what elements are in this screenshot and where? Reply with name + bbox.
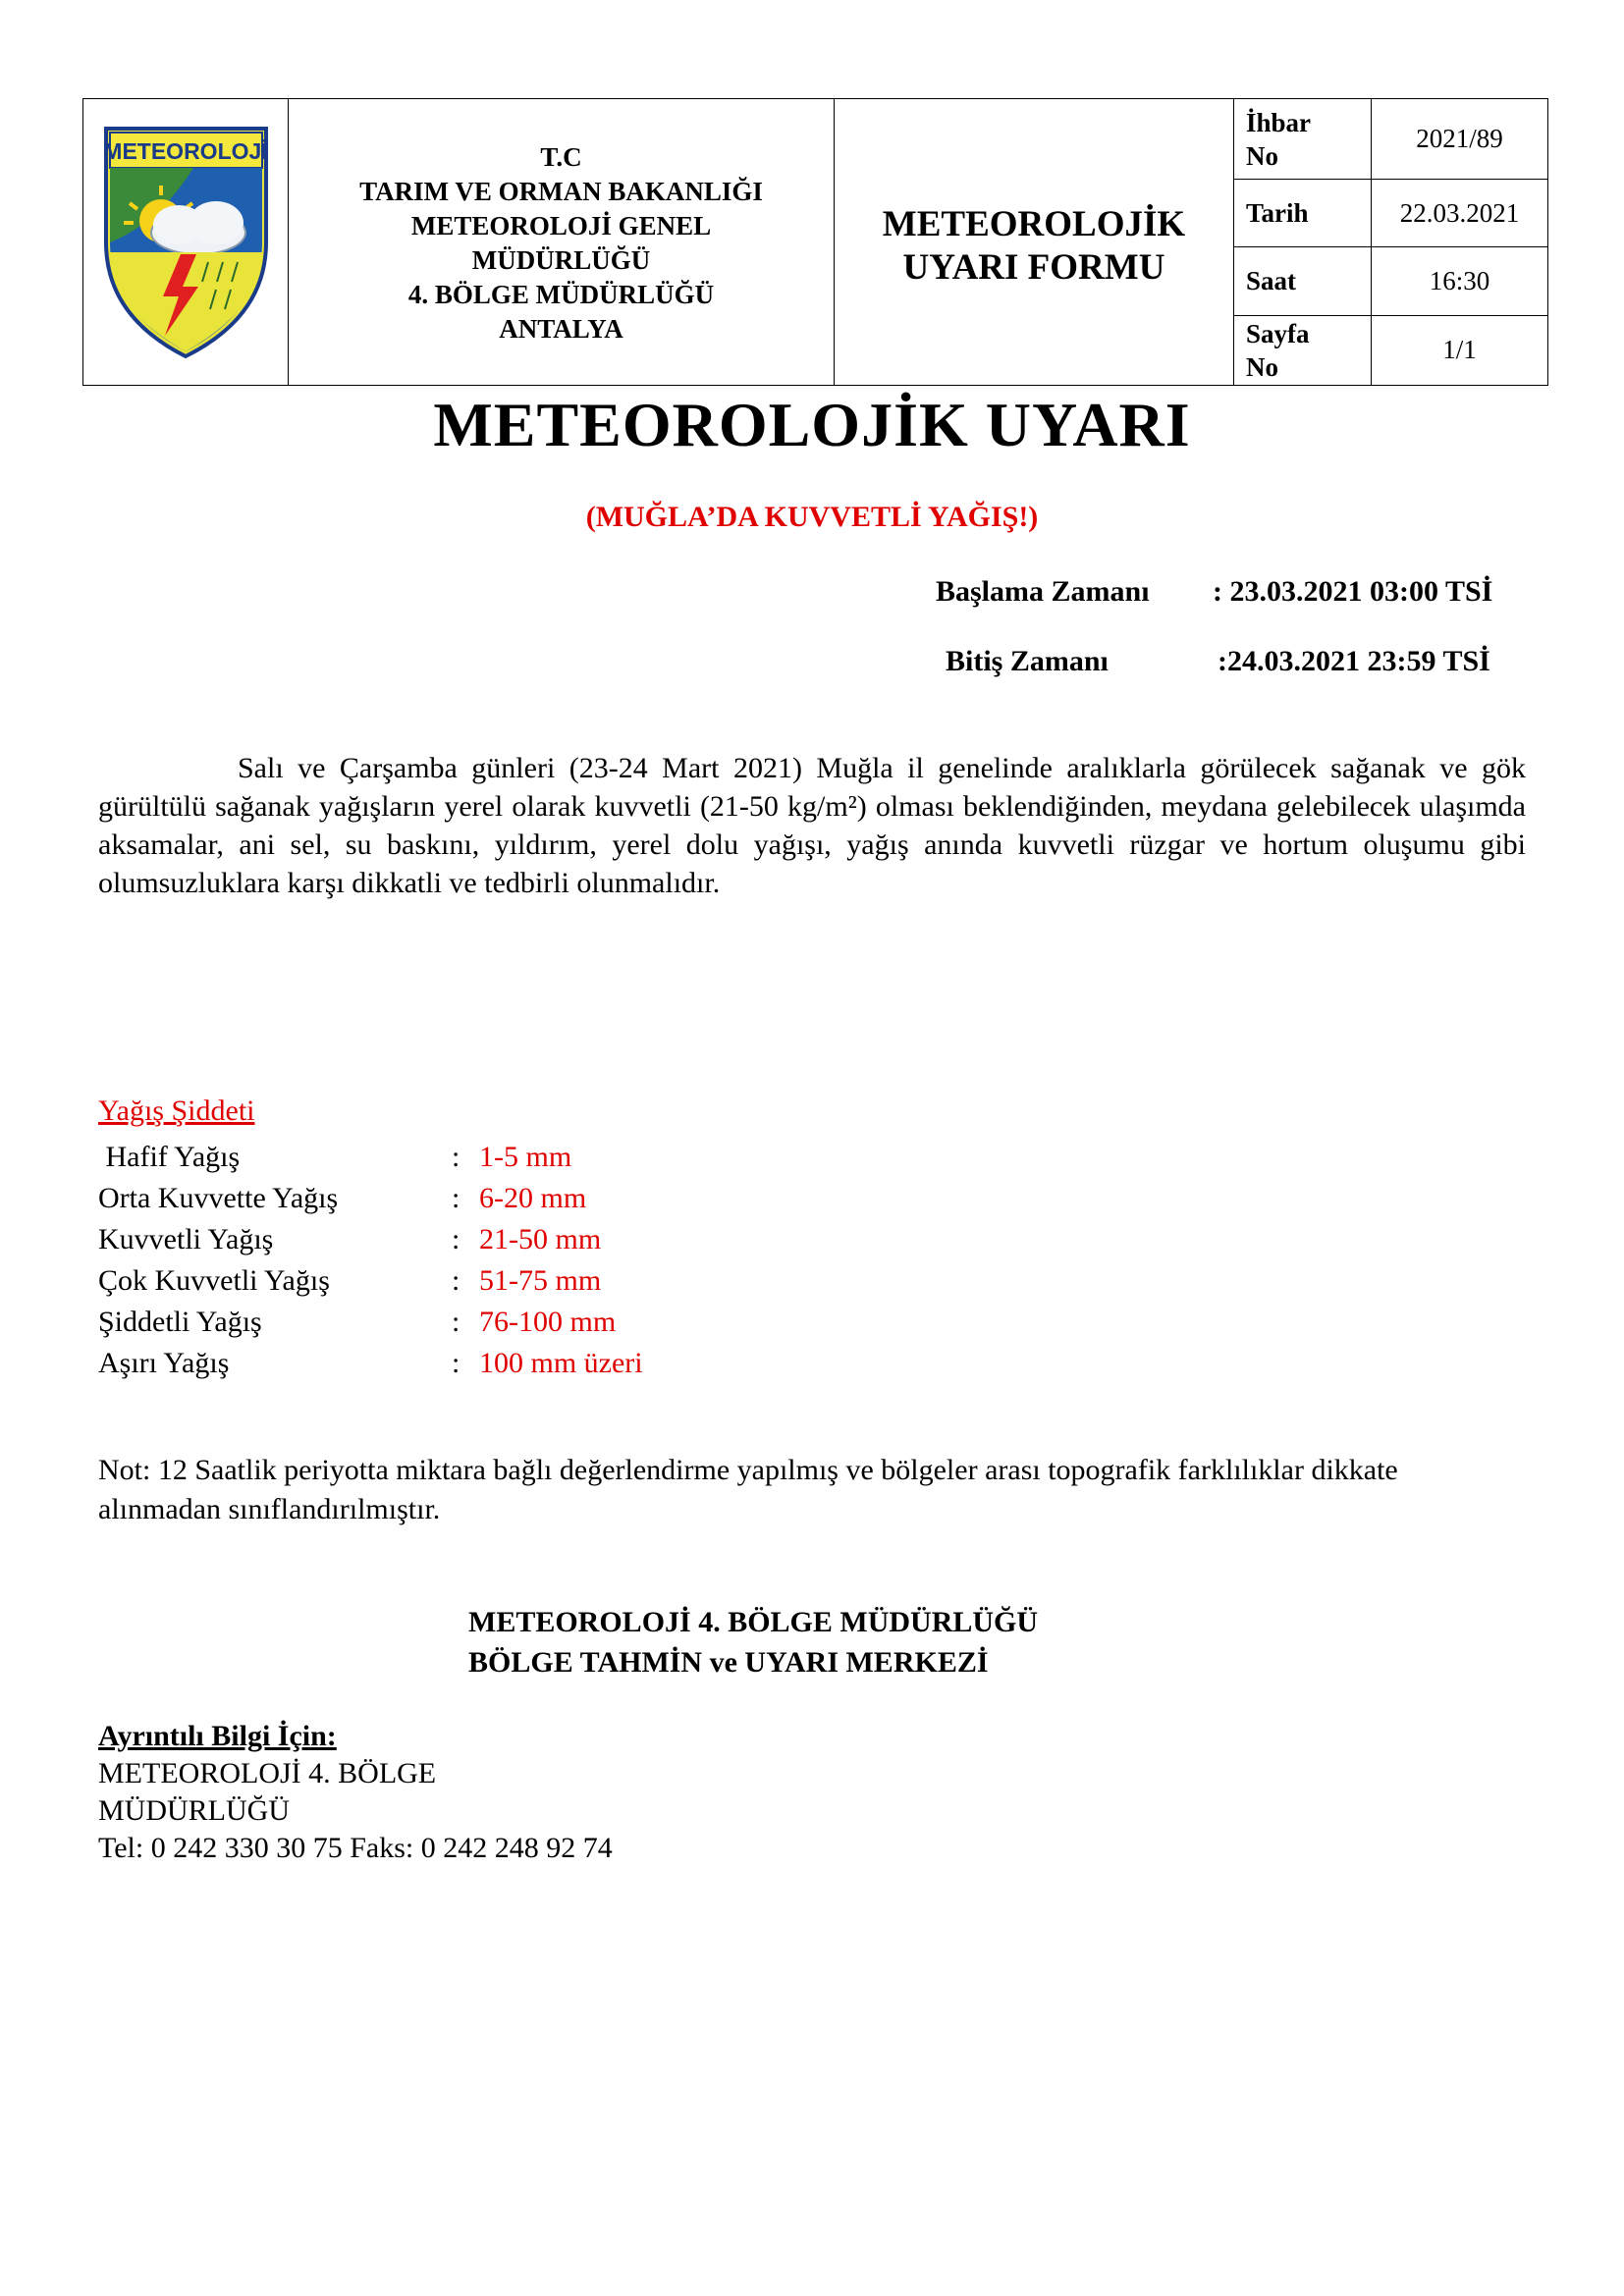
classification-note: Not: 12 Saatlik periyotta miktara bağlı değerlendirme yapılmış ve bölgeler arası topografik farklılıklar dikkate alınmadan sınıflandırılmıştır.: [98, 1454, 1398, 1525]
meta-row-ihbar: [1234, 99, 1547, 180]
ihbar-value: 2021/89: [1416, 124, 1503, 154]
saat-label: Saat: [1234, 247, 1372, 315]
severity-name: Hafif Yağış: [98, 1141, 241, 1173]
severity-row: Çok Kuvvetli Yağış : 51-75 mm: [98, 1264, 602, 1297]
severity-row: Kuvvetli Yağış : 21-50 mm: [98, 1223, 602, 1255]
meta-row-saat: [1234, 247, 1547, 316]
severity-row: Hafif Yağış : 1-5 mm: [98, 1141, 572, 1173]
contact-info: [98, 1718, 613, 1867]
start-time-label: Başlama Zamanı: [936, 575, 1150, 608]
meta-row-sayfa: [1234, 316, 1547, 386]
form-title-line: UYARI FORMU: [902, 246, 1165, 288]
org-line: 4. BÖLGE MÜDÜRLÜĞÜ: [407, 279, 715, 309]
severity-name: Orta Kuvvette Yağış: [98, 1182, 339, 1214]
organization-cell: [289, 99, 835, 385]
severity-row: Şiddetli Yağış : 76-100 mm: [98, 1306, 617, 1338]
org-line: METEOROLOJİ GENEL: [410, 210, 712, 240]
tarih-label: Tarih: [1234, 180, 1372, 246]
severity-name: Kuvvetli Yağış: [98, 1223, 274, 1255]
form-title-line: METEOROLOJİK: [882, 203, 1186, 244]
center-line: METEOROLOJİ 4. BÖLGE MÜDÜRLÜĞÜ: [468, 1606, 1039, 1638]
severity-value: 6-20 mm: [479, 1182, 587, 1214]
severity-row: Aşırı Yağış : 100 mm üzeri: [98, 1347, 643, 1379]
page-title: METEOROLOJİK UYARI: [433, 390, 1191, 459]
contact-title: Ayrıntılı Bilgi İçin:: [98, 1720, 337, 1752]
severity-value: 21-50 mm: [479, 1223, 602, 1255]
logo-cell: [83, 99, 289, 385]
org-line: T.C: [540, 141, 582, 172]
warning-paragraph: Salı ve Çarşamba günleri (23-24 Mart 2021) Muğla il genelinde aralıklarla görülecek sağanak ve gök gürültülü sağanak yağışların yerel olarak kuvvetli (21-50 kg/m²) olması beklendiğinden, meydana gelebilecek ulaşımda aksamalar, ani sel, su baskını, yıldırım, yerel dolu yağışı, yağış anında kuvvetli rüzgar ve hortum oluşumu gibi olumsuzluklara karşı dikkatli ve tedbirli olunmalıdır.: [98, 752, 1526, 899]
severity-title: Yağış Şiddeti: [98, 1095, 255, 1127]
severity-row: Orta Kuvvette Yağış : 6-20 mm: [98, 1182, 587, 1214]
severity-list: [98, 1137, 643, 1384]
end-time-value: :24.03.2021 23:59 TSİ: [1218, 645, 1490, 677]
contact-phone: Tel: 0 242 330 30 75 Faks: 0 242 248 92 74: [98, 1832, 613, 1864]
severity-value: 51-75 mm: [479, 1264, 602, 1297]
start-time-value: : 23.03.2021 03:00 TSİ: [1213, 575, 1493, 608]
org-line: MÜDÜRLÜĞÜ: [471, 244, 651, 275]
issuing-center: [468, 1602, 1038, 1682]
sayfa-value: 1/1: [1442, 335, 1477, 365]
form-title-cell: [835, 99, 1234, 385]
sayfa-label: Sayfa No: [1234, 316, 1372, 386]
contact-line: MÜDÜRLÜĞÜ: [98, 1794, 290, 1827]
saat-value: 16:30: [1429, 265, 1490, 295]
center-line: BÖLGE TAHMİN ve UYARI MERKEZİ: [468, 1646, 989, 1679]
warning-subtitle: (MUĞLA’DA KUVVETLİ YAĞIŞ!): [585, 501, 1039, 533]
severity-value: 100 mm üzeri: [479, 1347, 643, 1379]
org-line: ANTALYA: [499, 313, 623, 344]
end-time-label: Bitiş Zamanı: [946, 645, 1109, 677]
severity-name: Çok Kuvvetli Yağış: [98, 1264, 330, 1297]
severity-name: Aşırı Yağış: [98, 1347, 230, 1379]
ihbar-label: İhbar No: [1234, 99, 1372, 179]
svg-text:METEOROLOJİ: METEOROLOJİ: [102, 137, 268, 164]
tarih-value: 22.03.2021: [1399, 197, 1520, 228]
severity-value: 1-5 mm: [479, 1141, 572, 1173]
contact-line: METEOROLOJİ 4. BÖLGE: [98, 1757, 437, 1789]
meta-cell: [1234, 99, 1547, 385]
severity-name: Şiddetli Yağış: [98, 1306, 262, 1338]
meta-row-tarih: [1234, 180, 1547, 247]
org-line: TARIM VE ORMAN BAKANLIĞI: [359, 176, 763, 206]
severity-value: 76-100 mm: [479, 1306, 617, 1338]
header-table: [82, 98, 1548, 386]
meteoroloji-logo: [100, 125, 272, 360]
